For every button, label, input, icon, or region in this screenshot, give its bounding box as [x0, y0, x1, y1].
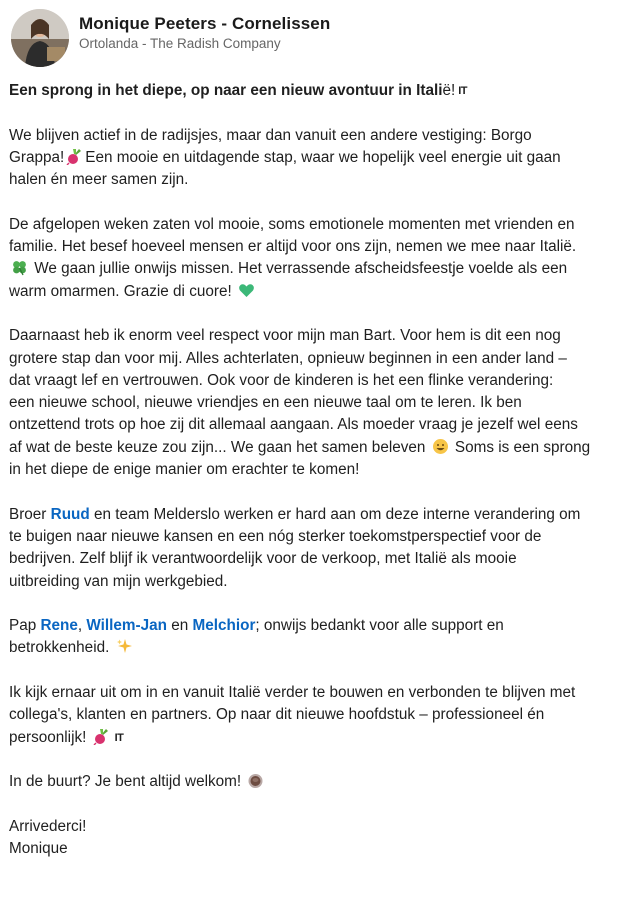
text-line: Pap [9, 617, 37, 635]
text-line: persoonlijk! [9, 728, 87, 746]
paragraph-4 [9, 504, 618, 593]
mention-melchior[interactable]: Melchior [192, 617, 256, 635]
text-line: grotere stap dan voor mij. Alles achterlaten, opnieuw beginnen in een ander land – [9, 349, 567, 367]
text-line: Een mooie en uitdagende stap, waar we hopelijk veel energie uit gaan [85, 148, 561, 166]
title-bold: Een sprong in het diepe, op naar een nieuw avontuur in Itali [9, 82, 443, 99]
italy-flag-tag: IT [458, 85, 468, 97]
post-header [9, 0, 618, 76]
text-line: en team Melderslo werken er hard aan om deze interne verandering om [94, 505, 581, 523]
paragraph-2 [9, 214, 618, 303]
paragraph-8 [9, 816, 618, 861]
text-line: ontzettend trots op hoe zij dit allemaal aangaan. Als moeder vraag je jezelf wel eens [9, 416, 578, 434]
author-company: Ortolanda - The Radish Company [79, 36, 281, 51]
text-line: Soms is een sprong [454, 438, 591, 456]
text-line: Grappa! [9, 148, 65, 166]
text-line: collega's, klanten en partners. Op naar dit nieuwe hoofdstuk – professioneel én [9, 706, 545, 724]
text-line: Arrivederci! [9, 817, 87, 835]
mention-willem-jan[interactable]: Willem-Jan [86, 617, 167, 635]
text-line: familie. Het besef hoeveel mensen er altijd voor ons zijn, nemen we mee naar Italië. [9, 238, 577, 256]
text-line: In de buurt? Je bent altijd welkom! [9, 773, 242, 791]
text-line: warm omarmen. Grazie di cuore! [9, 282, 232, 300]
text-line: We blijven actief in de radijsjes, maar dan vanuit een andere vestiging: Borgo [9, 126, 532, 144]
green-heart-icon [238, 282, 255, 299]
text-line: en [171, 617, 189, 635]
radish-icon [66, 148, 83, 165]
avatar-photo-icon [11, 9, 69, 67]
text-line: in het diepe de enige manier om erachter te komen! [9, 461, 360, 479]
text-line: dat vraagt lef en vertrouwen. Ook voor de kinderen is het een flinke verandering: [9, 371, 554, 389]
paragraph-1 [9, 125, 618, 192]
text-line: ; onwijs bedankt voor alle support en [255, 617, 504, 635]
paragraph-3 [9, 325, 618, 481]
text-line: We gaan jullie onwijs missen. Het verrassende afscheidsfeestje voelde als een [34, 260, 568, 278]
text-line: een nieuwe school, nieuwe vriendjes en een nieuwe taal om te leren. Ik ben [9, 394, 522, 412]
text-line: bedrijven. Zelf blijf ik verantwoordelijk voor de verkoop, met Italië als mooie [9, 550, 517, 568]
paragraph-6 [9, 682, 618, 749]
text-line: , [77, 617, 83, 635]
text-line: halen én meer samen zijn. [9, 171, 189, 189]
text-line: te buigen naar nieuwe kansen en een nóg sterker toekomstperspectief voor de [9, 527, 542, 545]
text-line: uitbreiding van mijn werkgebied. [9, 572, 228, 590]
post-body [9, 80, 618, 860]
text-line: Daarnaast heb ik enorm veel respect voor mijn man Bart. Voor hem is dit een nog [9, 327, 561, 345]
author-name[interactable]: Monique Peeters - Cornelissen [79, 14, 331, 33]
mention-rene[interactable]: Rene [40, 617, 78, 635]
grinning-face-icon [432, 438, 449, 455]
radish-icon [93, 728, 110, 745]
post-title [9, 80, 618, 102]
sparkles-icon [116, 638, 133, 655]
text-line: betrokkenheid. [9, 639, 110, 657]
text-line: Ik kijk ernaar uit om in en vanuit Italië verder te bouwen en verbonden te blijven met [9, 684, 576, 702]
four-leaf-clover-icon [11, 259, 28, 276]
text-line: Monique [9, 840, 68, 858]
paragraph-7 [9, 771, 618, 793]
coffee-icon [247, 772, 264, 789]
author-info [79, 13, 330, 53]
author-avatar[interactable] [11, 9, 69, 67]
mention-ruud[interactable]: Ruud [50, 505, 90, 523]
paragraph-5 [9, 615, 618, 660]
italy-flag-tag: IT [114, 731, 124, 744]
title-rest: ë! [442, 82, 456, 99]
text-line: Broer [9, 505, 47, 523]
text-line: De afgelopen weken zaten vol mooie, soms emotionele momenten met vrienden en [9, 215, 575, 233]
text-line: af wat de beste keuze zou zijn... We gaan het samen beleven [9, 438, 426, 456]
